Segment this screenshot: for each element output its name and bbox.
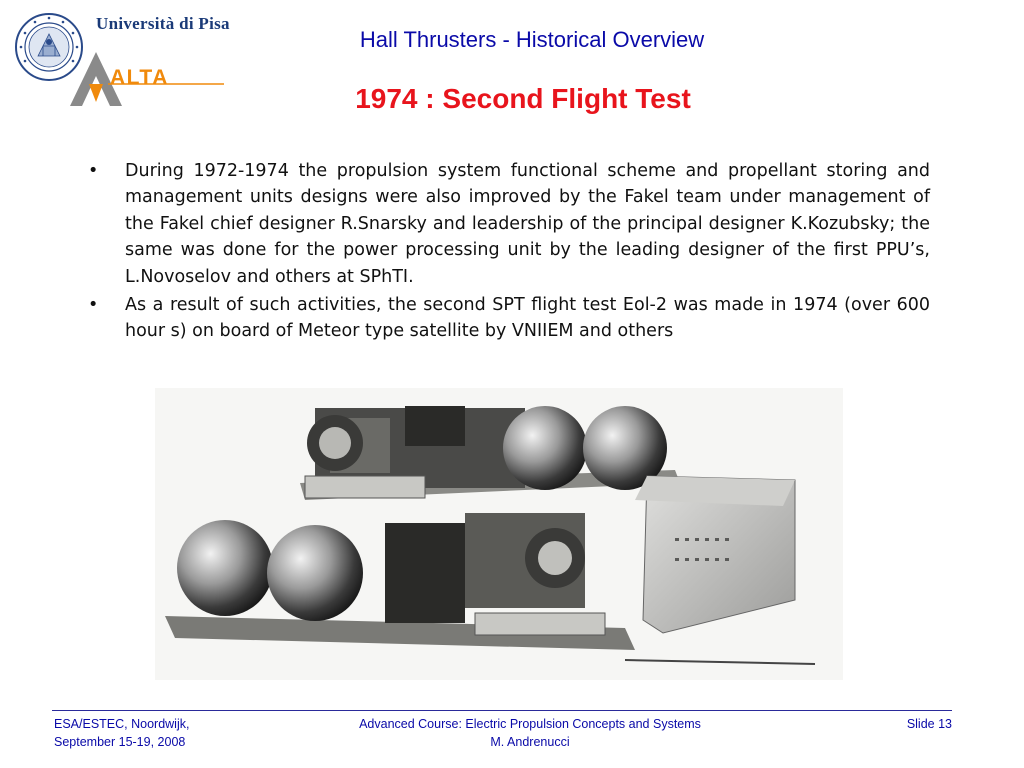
slide-number: Slide 13 xyxy=(906,717,952,731)
bullet-text: During 1972-1974 the propulsion system functional scheme and propellant storing and management units designs were also improved by the Fakel team under management of the Fakel chief designer R.Snarsky and leadership of the principal designer K.Kozubsky; the same was done for the power processing unit by the leading designer of the first PPU’s, L.Novoselov and others at SPhTI. xyxy=(125,161,930,287)
bullet-text: As a result of such activities, the second SPT flight test Eol-2 was made in 1974 (over 600 hour s) on board of Meteor type satellite by VNIIEM and others xyxy=(125,295,930,342)
alta-logo-text: ALTA xyxy=(110,66,169,89)
footer-divider xyxy=(52,710,952,711)
footer-date: September 15-19, 2008 xyxy=(54,735,186,749)
bullet-list xyxy=(82,158,930,347)
footer-course: Advanced Course: Electric Propulsion Concepts and Systems xyxy=(359,717,701,731)
footer-author: M. Andrenucci xyxy=(490,735,570,749)
university-name: Università di Pisa xyxy=(96,14,230,33)
bullet-marker: • xyxy=(88,161,99,181)
header-title: Hall Thrusters - Historical Overview xyxy=(359,27,705,52)
bullet-marker: • xyxy=(88,295,99,316)
footer-venue: ESA/ESTEC, Noordwijk, xyxy=(54,717,190,731)
bullet-item xyxy=(82,158,930,290)
thruster-photo xyxy=(155,388,843,680)
footer-right xyxy=(907,715,952,733)
footer-center xyxy=(300,715,760,751)
footer-left xyxy=(54,715,189,751)
bullet-item xyxy=(82,292,930,345)
slide-title: 1974 : Second Flight Test xyxy=(355,83,691,114)
